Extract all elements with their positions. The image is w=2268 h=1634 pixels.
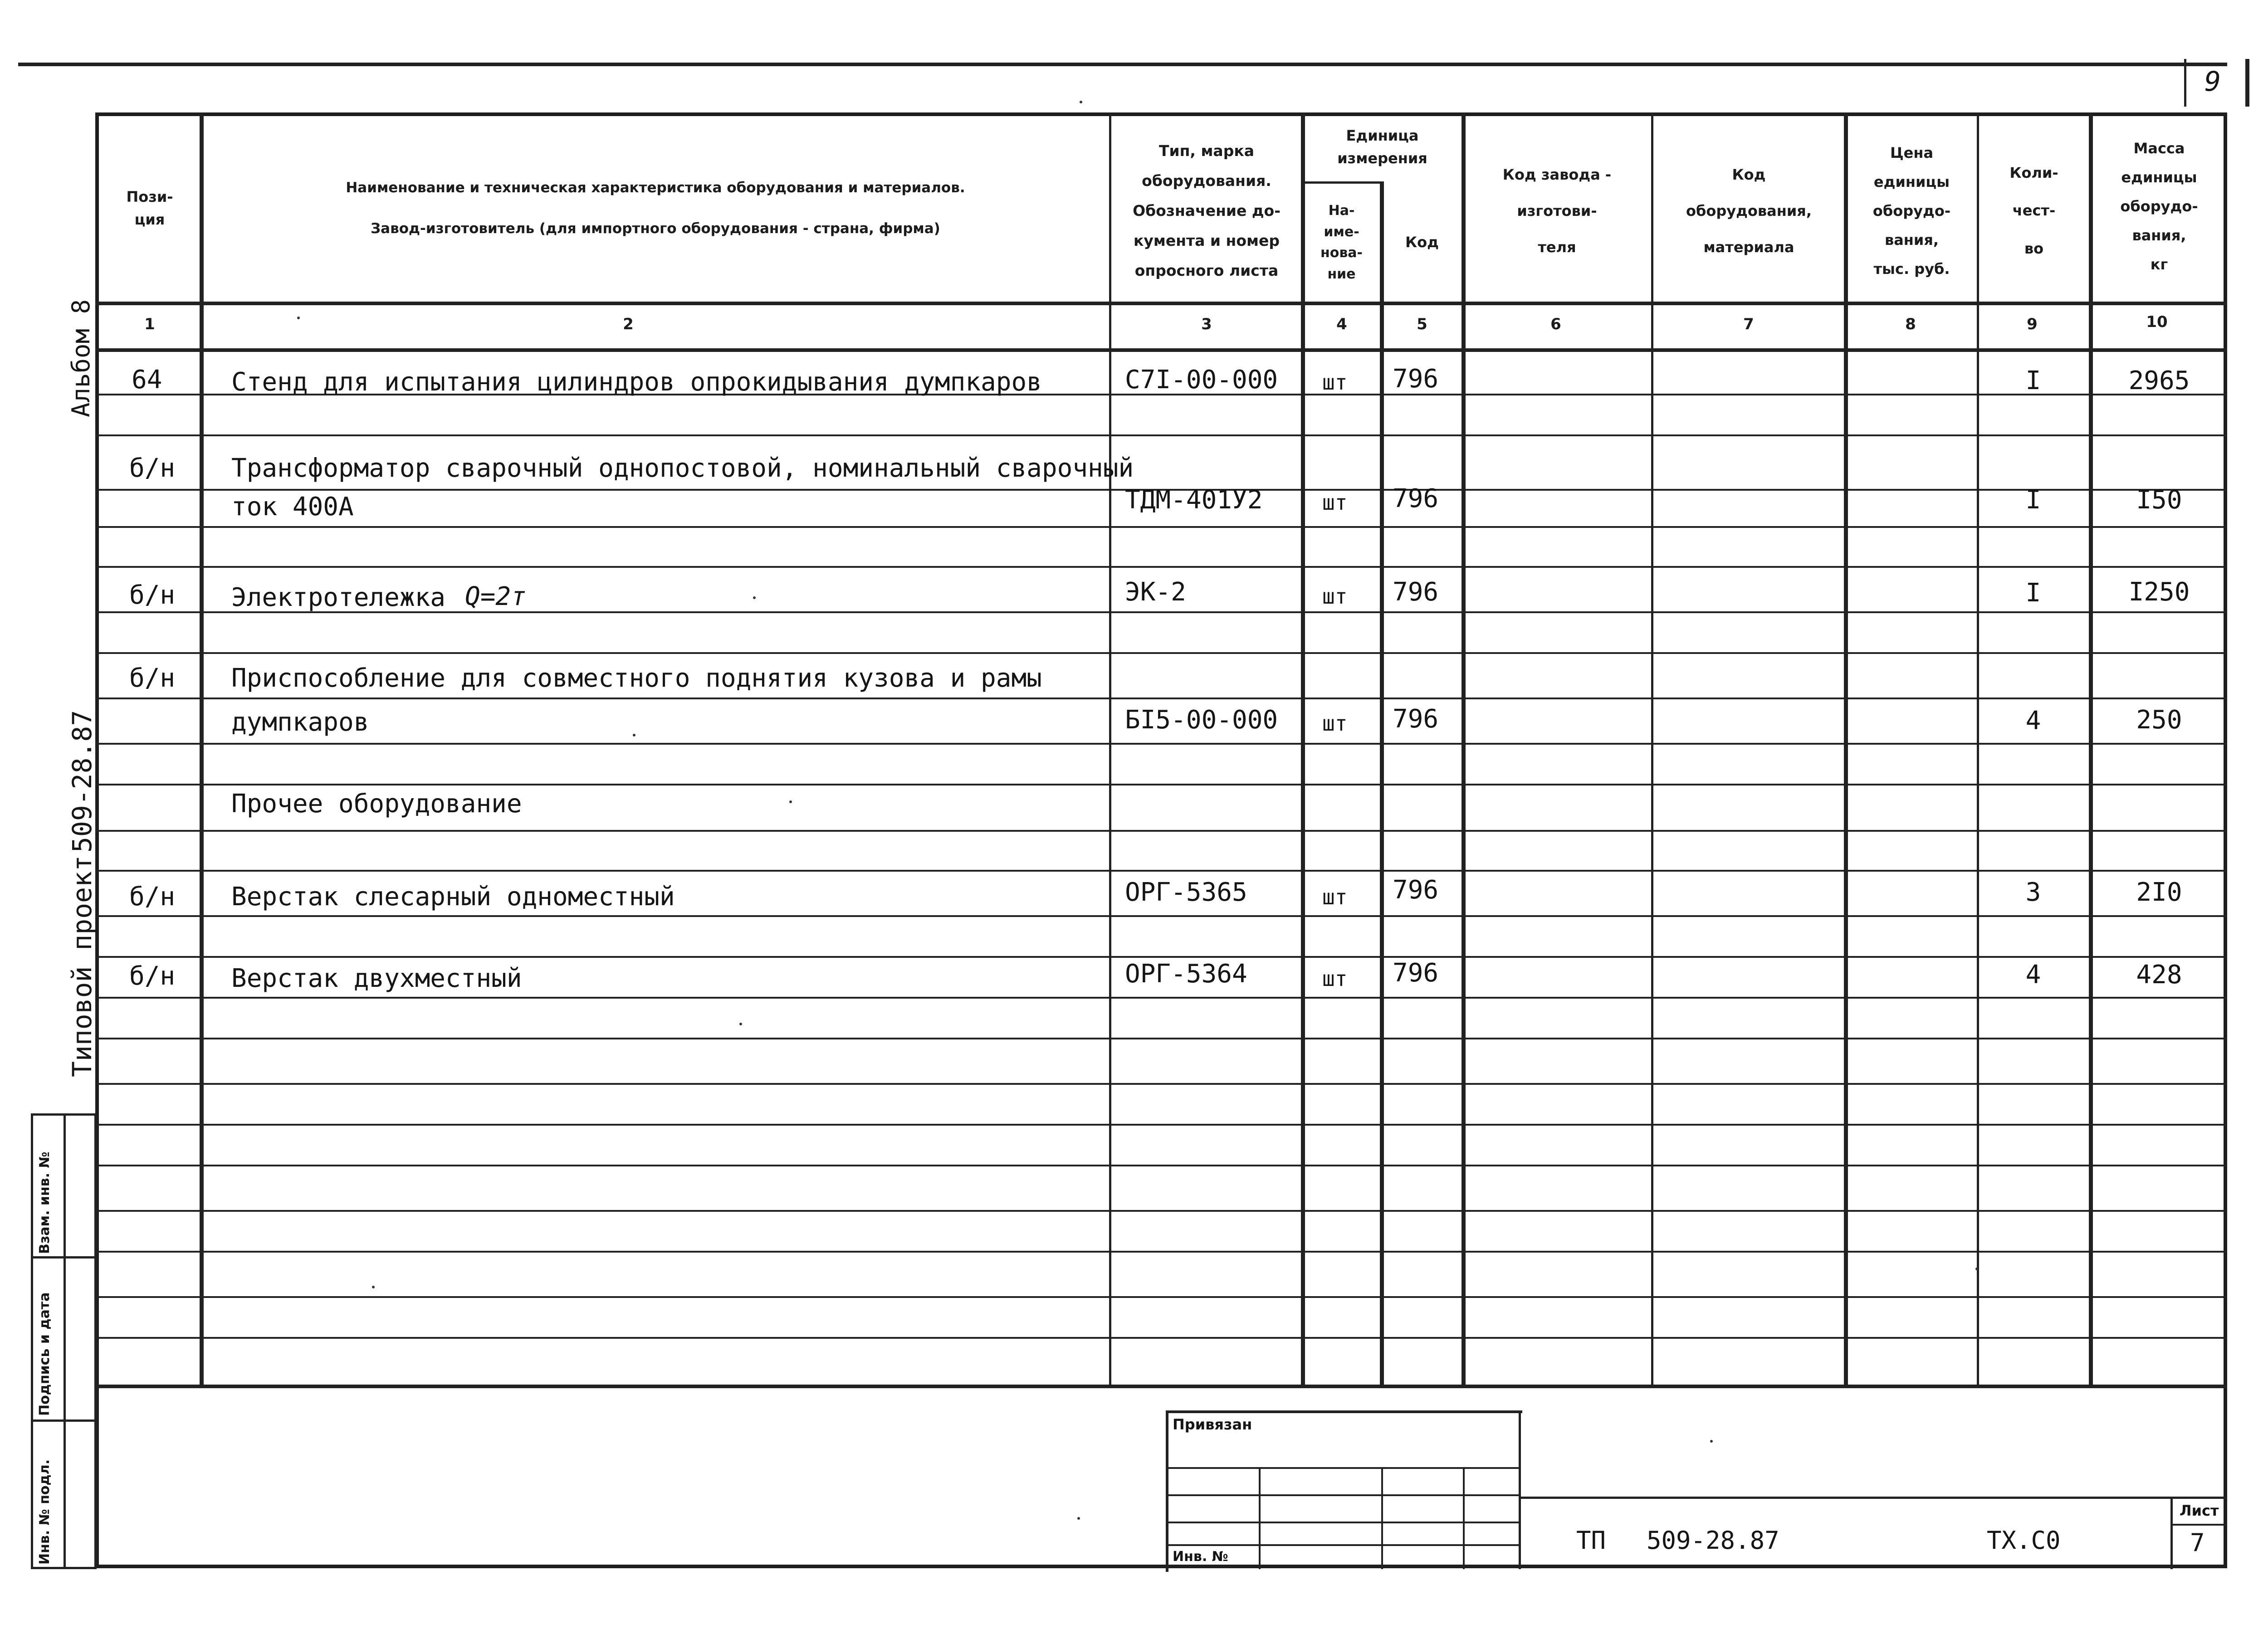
- attached-grid-line: [1381, 1467, 1383, 1569]
- stamp-replacement-label: Взам. инв. №: [37, 1151, 53, 1254]
- sheet-mark: ТХ.С0: [1987, 1526, 2061, 1555]
- row-type: С7I-00-000: [1125, 365, 1278, 395]
- scan-speck: [297, 317, 300, 319]
- row-quantity: I: [2025, 578, 2041, 608]
- header-equipment-code: Код оборудования, материала: [1686, 166, 1812, 256]
- attached-grid-line: [1519, 1410, 1521, 1569]
- row-quantity: 3: [2025, 878, 2041, 907]
- column-number: 7: [1743, 315, 1754, 333]
- row-unit: шт: [1322, 370, 1348, 395]
- row-mass: 2I0: [2136, 878, 2182, 907]
- row-name-continued: ток 400А: [231, 492, 354, 522]
- page-number-box-line: [2184, 59, 2186, 107]
- row-unit: шт: [1322, 966, 1348, 991]
- row-position: б/н: [129, 663, 176, 693]
- attached-grid-line: [1463, 1467, 1465, 1569]
- col-divider: [1977, 112, 1979, 1385]
- side-project-code: 509-28.87: [67, 710, 98, 853]
- row-position: 64: [132, 365, 162, 395]
- col-divider: [1301, 112, 1305, 1385]
- header-factory-code: Код завода - изготови- теля: [1502, 166, 1612, 256]
- row-type: БI5-00-000: [1125, 705, 1278, 735]
- row-unit-code: 796: [1393, 875, 1439, 905]
- scan-speck: [633, 734, 635, 737]
- col-divider: [200, 112, 204, 1385]
- column-number: 1: [144, 315, 155, 333]
- sheet-box-line: [2170, 1524, 2227, 1526]
- attached-grid-line: [1166, 1544, 1520, 1546]
- row-position: б/н: [129, 580, 176, 610]
- row-line: [95, 1124, 2227, 1126]
- column-number: 6: [1550, 315, 1561, 333]
- row-line: [95, 1296, 2227, 1298]
- header-mass: Масса единицы оборудо- вания, кг: [2120, 140, 2198, 273]
- row-mass: 2965: [2128, 366, 2190, 395]
- unit-group-line: [1302, 181, 1381, 184]
- row-mass: 428: [2136, 960, 2182, 990]
- stamp-original-inv-label: Инв. № подл.: [37, 1459, 53, 1565]
- header-type: Тип, марка оборудования. Обозначение до- кумента и номер опросного листа: [1133, 142, 1281, 279]
- tp-label: ТП: [1576, 1526, 1606, 1555]
- column-number: 3: [1201, 315, 1212, 333]
- column-number: 10: [2146, 313, 2168, 331]
- header-unit-name: На- име- нова- ние: [1320, 203, 1363, 282]
- document-code: 509-28.87: [1647, 1526, 1779, 1555]
- inventory-number-label: Инв. №: [1173, 1549, 1228, 1565]
- attached-block: [1166, 1410, 1522, 1572]
- row-line: [95, 1165, 2227, 1166]
- row-unit: шт: [1322, 490, 1348, 515]
- col-divider: [1844, 112, 1848, 1385]
- row-name: Электротележка: [231, 583, 446, 612]
- row-line: [95, 997, 2227, 999]
- sheet-box-line: [2170, 1497, 2173, 1569]
- row-line: [95, 566, 2227, 568]
- row-position: б/н: [129, 882, 176, 912]
- album-label: Альбом 8: [67, 299, 95, 417]
- col-divider: [2089, 112, 2093, 1385]
- attached-grid-line: [1259, 1467, 1261, 1569]
- row-mass: I50: [2136, 485, 2182, 515]
- scan-speck: [1975, 1268, 1978, 1270]
- row-line: [95, 526, 2227, 528]
- page-number: 9: [2204, 66, 2221, 98]
- row-position: б/н: [129, 961, 176, 991]
- col-divider: [1461, 112, 1466, 1385]
- row-line: [95, 1038, 2227, 1039]
- row-name: Стенд для испытания цилиндров опрокидывания думпкаров: [231, 367, 1042, 397]
- row-name: Верстак двухместный: [231, 964, 522, 993]
- left-stamp-divider: [64, 1113, 66, 1569]
- header-unit-code: Код: [1405, 234, 1439, 251]
- row-name-capacity: Q=2т: [465, 582, 526, 611]
- row-line: [95, 1251, 2227, 1253]
- row-line: [95, 956, 2227, 958]
- row-type: ОРГ-5364: [1125, 959, 1247, 989]
- row-mass: I250: [2128, 577, 2190, 607]
- scan-speck: [753, 596, 756, 599]
- page-number-box-line: [2245, 59, 2249, 107]
- header-price: Цена единицы оборудо- вания, тыс. руб.: [1872, 144, 1951, 278]
- header-name: Наименование и техническая характеристика оборудования и материалов. Завод-изготовитель (для импортного оборудования - страна, фирма): [346, 180, 965, 237]
- sheet-number: 7: [2190, 1528, 2205, 1557]
- row-line: [95, 1083, 2227, 1085]
- header-unit-group: Единица измерения: [1337, 127, 1427, 167]
- column-number: 4: [1336, 315, 1347, 333]
- scan-speck: [1710, 1440, 1713, 1443]
- row-name-continued: думпкаров: [231, 707, 369, 737]
- left-stamp-divider: [31, 1419, 97, 1422]
- row-position: б/н: [129, 454, 176, 483]
- column-number: 8: [1905, 315, 1916, 333]
- row-line: [95, 870, 2227, 872]
- col-divider: [1109, 112, 1111, 1385]
- header-quantity: Коли- чест- во: [2009, 164, 2058, 257]
- row-unit: шт: [1322, 711, 1348, 736]
- row-line: [95, 697, 2227, 699]
- row-quantity: I: [2025, 366, 2041, 395]
- row-line: [95, 915, 2227, 917]
- scan-speck: [372, 1286, 375, 1288]
- left-stamp-divider: [31, 1256, 97, 1258]
- header-position: Пози- ция: [126, 188, 173, 228]
- row-name: Приспособление для совместного поднятия кузова и рамы: [231, 663, 1042, 693]
- row-unit: шт: [1322, 885, 1348, 909]
- row-mass: 250: [2136, 705, 2182, 735]
- stamp-signature-label: Подпись и дата: [37, 1292, 53, 1416]
- row-unit-code: 796: [1393, 577, 1439, 607]
- attached-grid-line: [1166, 1522, 1520, 1523]
- row-line: [95, 743, 2227, 745]
- column-numbers-line: [95, 348, 2227, 352]
- row-line: [95, 434, 2227, 436]
- row-line: [95, 652, 2227, 654]
- column-number: 9: [2027, 315, 2038, 333]
- row-line: [95, 1210, 2227, 1212]
- row-quantity: 4: [2025, 706, 2041, 736]
- row-type: ОРГ-5365: [1125, 878, 1247, 907]
- row-unit-code: 796: [1393, 958, 1439, 988]
- row-quantity: 4: [2025, 960, 2041, 990]
- row-type: ТДМ-401У2: [1125, 485, 1263, 515]
- attached-grid-line: [1166, 1467, 1520, 1469]
- row-unit: шт: [1322, 584, 1348, 609]
- row-line: [95, 784, 2227, 785]
- row-line: [95, 830, 2227, 832]
- scan-speck: [789, 800, 792, 803]
- row-line: [95, 1337, 2227, 1339]
- col-divider: [1380, 181, 1384, 1385]
- row-name: Трансформатор сварочный однопостовой, номинальный сварочный: [231, 454, 1134, 483]
- attached-grid-line: [1166, 1494, 1520, 1496]
- column-number: 2: [623, 315, 634, 333]
- scan-speck: [1080, 101, 1082, 103]
- top-border-line: [18, 63, 2227, 66]
- side-project-type: Типовой проект: [67, 855, 98, 1077]
- attached-label: Привязан: [1173, 1416, 1252, 1433]
- row-unit-code: 796: [1393, 484, 1439, 513]
- section-heading: Прочее оборудование: [231, 789, 522, 819]
- row-unit-code: 796: [1393, 364, 1439, 394]
- column-number: 5: [1417, 315, 1427, 333]
- col-divider: [1651, 112, 1653, 1385]
- row-unit-code: 796: [1393, 704, 1439, 734]
- title-block-line: [1519, 1497, 2227, 1499]
- row-quantity: I: [2025, 485, 2041, 515]
- scan-speck: [1077, 1517, 1080, 1520]
- header-bottom-line: [95, 302, 2227, 305]
- scan-speck: [739, 1023, 742, 1025]
- table-bottom-line: [95, 1385, 2227, 1388]
- row-name: Верстак слесарный одноместный: [231, 882, 675, 912]
- row-type: ЭК-2: [1125, 577, 1186, 607]
- sheet-label: Лист: [2180, 1502, 2219, 1519]
